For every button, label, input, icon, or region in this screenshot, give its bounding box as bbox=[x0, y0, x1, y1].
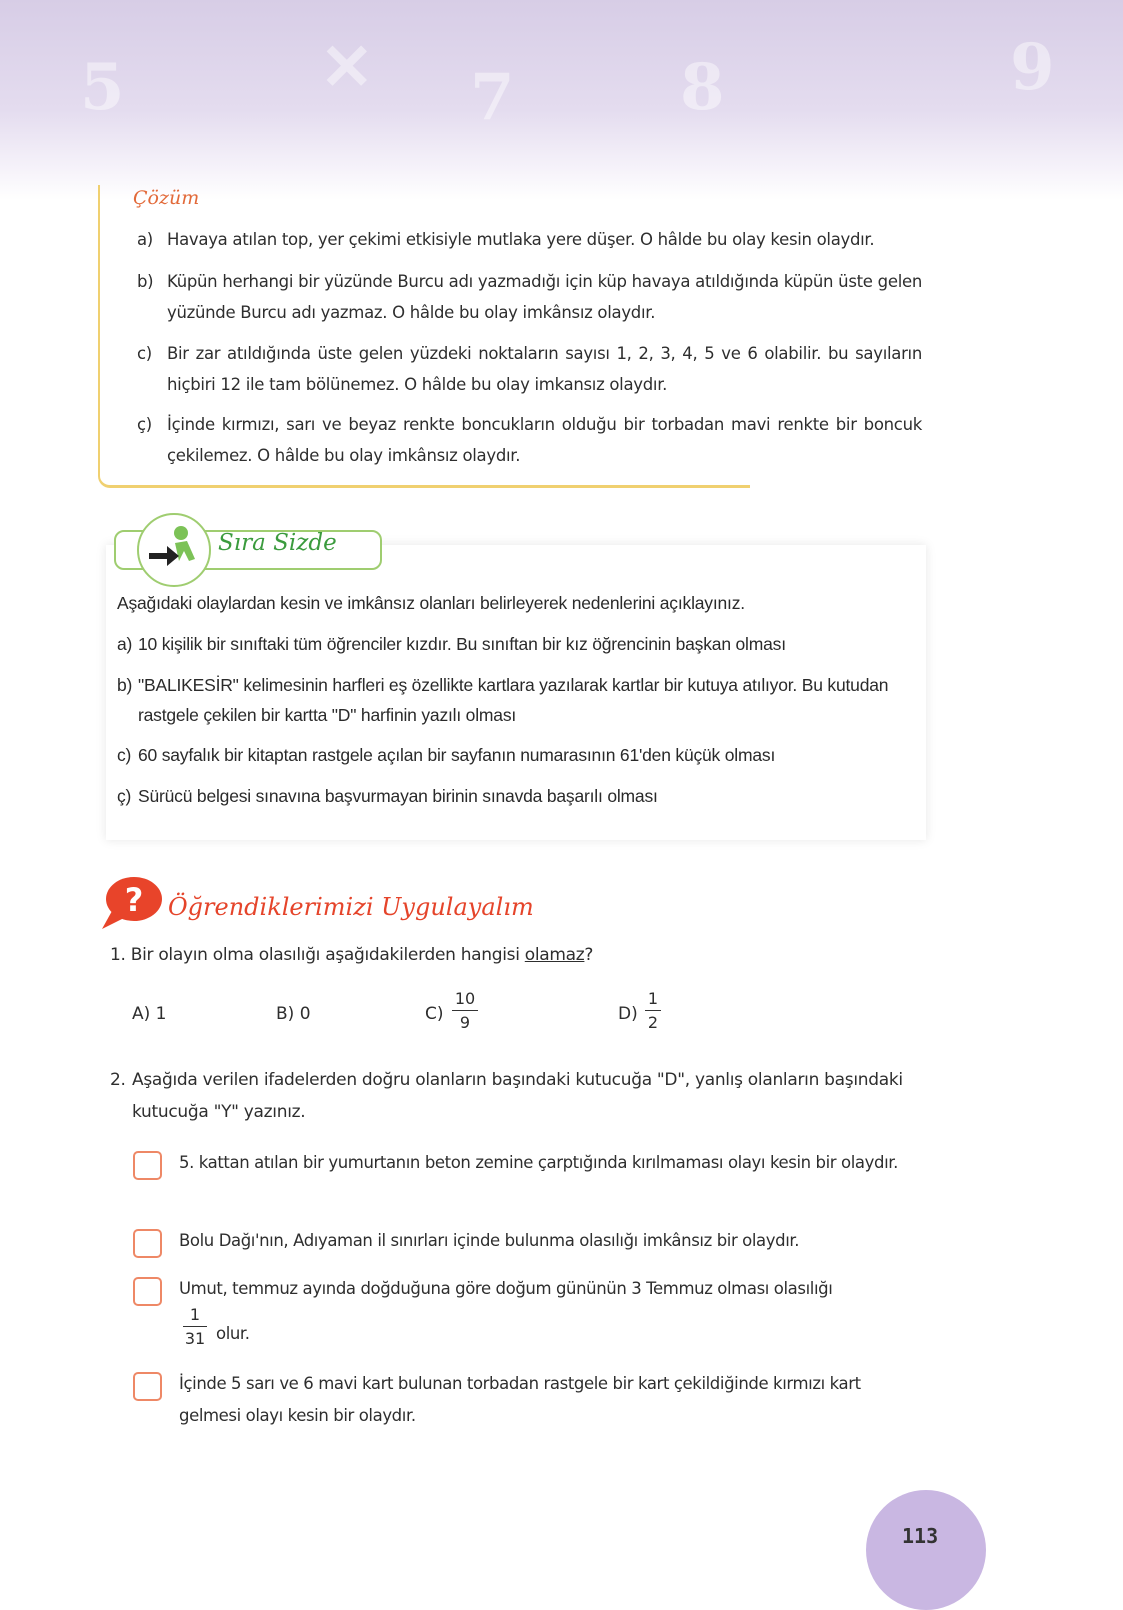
decorative-digit: 8 bbox=[680, 50, 725, 125]
your-turn-item: ç) Sürücü belgesi sınavına başvurmayan birinin sınavda başarılı olması bbox=[117, 786, 658, 806]
decorative-digit: 9 bbox=[1010, 30, 1055, 105]
your-turn-item: c) 60 sayfalık bir kitaptan rastgele açılan bir sayfanın numarasının 61'den küçük olması bbox=[117, 745, 776, 765]
solution-item: ç) İçinde kırmızı, sarı ve beyaz renkte boncukların olduğu bir torbadan mavi renkte bir boncuk çekilemez. O hâlde bu olay imkânsız olaydır. bbox=[137, 415, 922, 465]
choice-a: A) 1 bbox=[132, 1004, 167, 1024]
decorative-digit: 7 bbox=[470, 60, 515, 135]
solution-item: b) Küpün herhangi bir yüzünde Burcu adı yazmadığı için küp havaya atıldığında küpün üste gelen yüzünde Burcu adı yazmaz. O hâlde bu olay imkânsız olaydır. bbox=[137, 272, 922, 322]
question-bubble-icon bbox=[98, 873, 164, 933]
statement-1: 5. kattan atılan bir yumurtanın beton zemine çarptığında kırılmaması olayı kesin bir olaydır. bbox=[179, 1153, 898, 1172]
choice-d-label: D) bbox=[618, 1004, 638, 1024]
decorative-digit: 5 bbox=[80, 50, 125, 125]
header-banner bbox=[0, 0, 1123, 200]
choice-d-fraction: 1 2 bbox=[645, 989, 661, 1032]
solution-item: a) Havaya atılan top, yer çekimi etkisiyle mutlaka yere düşer. O hâlde bu olay kesin olaydır. bbox=[137, 230, 875, 249]
decorative-digit: ✕ bbox=[320, 30, 374, 105]
answer-checkbox[interactable] bbox=[133, 1277, 162, 1306]
your-turn-item: b) "BALIKESİR" kelimesinin harfleri eş özellikte kartlara yazılarak kartlar bir kutuya atılıyor. Bu kutudan rastgele çekilen bir kartta "D" harfinin yazılı olması bbox=[117, 675, 889, 725]
statement-4: İçinde 5 sarı ve 6 mavi kart bulunan torbadan rastgele bir kart çekildiğinde kırmızı kart gelmesi olayı kesin bir olaydır. bbox=[179, 1374, 861, 1425]
statement-2: Bolu Dağı'nın, Adıyaman il sınırları içinde bulunma olasılığı imkânsız bir olaydır. bbox=[179, 1231, 800, 1250]
statement-3-tail: olur. bbox=[216, 1324, 250, 1343]
question-1: 1. Bir olayın olma olasılığı aşağıdakilerden hangisi olamaz? bbox=[110, 945, 594, 965]
answer-checkbox[interactable] bbox=[133, 1229, 162, 1258]
your-turn-item: a) 10 kişilik bir sınıftaki tüm öğrenciler kızdır. Bu sınıftan bir kız öğrencinin başkan olması bbox=[117, 634, 786, 654]
choice-c-label: C) bbox=[425, 1004, 444, 1024]
section-title: Öğrendiklerimizi Uygulayalım bbox=[168, 893, 534, 921]
statement-3-fraction: 1 31 bbox=[184, 1305, 206, 1348]
your-turn-icon-circle bbox=[137, 513, 211, 587]
answer-checkbox[interactable] bbox=[133, 1372, 162, 1401]
answer-checkbox[interactable] bbox=[133, 1151, 162, 1180]
your-turn-intro: Aşağıdaki olaylardan kesin ve imkânsız olanları belirleyerek nedenlerini açıklayınız. bbox=[117, 593, 745, 613]
svg-text:?: ? bbox=[124, 881, 144, 919]
page-number-tab bbox=[866, 1490, 986, 1610]
page-number: 113 bbox=[902, 1524, 939, 1548]
statement-3: Umut, temmuz ayında doğduğuna göre doğum gününün 3 Temmuz olması olasılığı bbox=[179, 1279, 833, 1298]
question-2: 2. Aşağıda verilen ifadelerden doğru olanların başındaki kutucuğa "D", yanlış olanların başındaki kutucuğa "Y" yazınız. bbox=[110, 1070, 903, 1122]
person-arrow-icon bbox=[139, 515, 209, 585]
solution-title: Çözüm bbox=[133, 187, 200, 209]
solution-item: c) Bir zar atıldığında üste gelen yüzdeki noktaların sayısı 1, 2, 3, 4, 5 ve 6 olabilir. bu sayıların hiçbiri 12 ile tam bölünemez. O hâlde bu olay imkansız olaydır. bbox=[137, 344, 922, 394]
choice-b: B) 0 bbox=[276, 1004, 311, 1024]
choice-c-fraction: 10 9 bbox=[452, 989, 478, 1032]
your-turn-title: Sıra Sizde bbox=[218, 530, 337, 556]
